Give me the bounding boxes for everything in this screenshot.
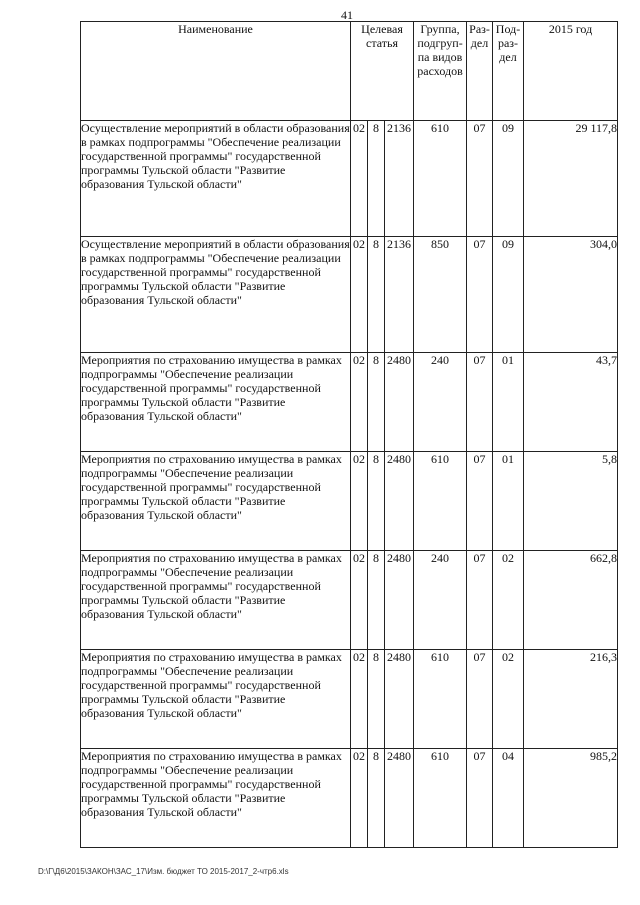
row-code2: 8: [368, 452, 385, 551]
row-group: 610: [414, 650, 467, 749]
header-section: Раз-дел: [467, 22, 493, 121]
row-code3: 2136: [385, 237, 414, 353]
row-amount: 216,3: [524, 650, 618, 749]
row-code1: 02: [351, 749, 368, 848]
header-target: Целевая статья: [351, 22, 414, 121]
row-subsection: 02: [493, 650, 524, 749]
row-code2: 8: [368, 551, 385, 650]
file-path-footer: D:\Г\Д6\2015\ЗАКОН\ЗАС_17\Изм. бюджет ТО 2015-2017_2-чтр6.xls: [38, 867, 289, 876]
table-row: [81, 121, 618, 237]
row-section: 07: [467, 237, 493, 353]
row-amount: 5,8: [524, 452, 618, 551]
row-code3: 2136: [385, 121, 414, 237]
row-name: Мероприятия по страхованию имущества в рамках подпрограммы "Обеспечение реализации государственной программы" государственной программы Тульской области "Развитие образования Тульской области": [81, 452, 351, 551]
row-group: 240: [414, 551, 467, 650]
row-amount: 43,7: [524, 353, 618, 452]
row-group: 240: [414, 353, 467, 452]
row-amount: 29 117,8: [524, 121, 618, 237]
row-section: 07: [467, 353, 493, 452]
table-row: [81, 237, 618, 353]
table-row: [81, 452, 618, 551]
row-group: 610: [414, 452, 467, 551]
row-subsection: 02: [493, 551, 524, 650]
row-group: 850: [414, 237, 467, 353]
row-subsection: 01: [493, 452, 524, 551]
row-section: 07: [467, 749, 493, 848]
header-name: Наименование: [81, 22, 351, 121]
row-section: 07: [467, 650, 493, 749]
row-code1: 02: [351, 121, 368, 237]
header-year: 2015 год: [524, 22, 618, 121]
row-subsection: 09: [493, 121, 524, 237]
row-subsection: 09: [493, 237, 524, 353]
row-code1: 02: [351, 237, 368, 353]
row-amount: 304,0: [524, 237, 618, 353]
row-group: 610: [414, 121, 467, 237]
row-code1: 02: [351, 353, 368, 452]
row-code2: 8: [368, 749, 385, 848]
row-name: Мероприятия по страхованию имущества в рамках подпрограммы "Обеспечение реализации государственной программы" государственной программы Тульской области "Развитие образования Тульской области": [81, 650, 351, 749]
row-name: Осуществление мероприятий в области образования в рамках подпрограммы "Обеспечение реализации государственной программы" государственной программы Тульской области "Развитие образования Тульской области": [81, 237, 351, 353]
row-subsection: 01: [493, 353, 524, 452]
row-code1: 02: [351, 551, 368, 650]
table-row: [81, 749, 618, 848]
row-name: Мероприятия по страхованию имущества в рамках подпрограммы "Обеспечение реализации государственной программы" государственной программы Тульской области "Развитие образования Тульской области": [81, 353, 351, 452]
budget-table: [80, 21, 618, 848]
row-section: 07: [467, 452, 493, 551]
row-code2: 8: [368, 121, 385, 237]
row-section: 07: [467, 121, 493, 237]
table-row: [81, 650, 618, 749]
row-code3: 2480: [385, 353, 414, 452]
row-amount: 985,2: [524, 749, 618, 848]
row-code3: 2480: [385, 452, 414, 551]
table-header-row: [81, 22, 618, 121]
row-code2: 8: [368, 237, 385, 353]
row-name: Мероприятия по страхованию имущества в рамках подпрограммы "Обеспечение реализации государственной программы" государственной программы Тульской области "Развитие образования Тульской области": [81, 749, 351, 848]
header-group: Группа, подгруп-па видов расходов: [414, 22, 467, 121]
row-code3: 2480: [385, 650, 414, 749]
row-group: 610: [414, 749, 467, 848]
row-code2: 8: [368, 650, 385, 749]
row-section: 07: [467, 551, 493, 650]
row-code3: 2480: [385, 551, 414, 650]
row-subsection: 04: [493, 749, 524, 848]
page-number: 41: [341, 8, 353, 22]
row-code1: 02: [351, 452, 368, 551]
table-row: [81, 353, 618, 452]
table-row: [81, 551, 618, 650]
row-code3: 2480: [385, 749, 414, 848]
header-subsection: Под-раз-дел: [493, 22, 524, 121]
row-code2: 8: [368, 353, 385, 452]
row-amount: 662,8: [524, 551, 618, 650]
row-code1: 02: [351, 650, 368, 749]
row-name: Мероприятия по страхованию имущества в рамках подпрограммы "Обеспечение реализации государственной программы" государственной программы Тульской области "Развитие образования Тульской области": [81, 551, 351, 650]
row-name: Осуществление мероприятий в области образования в рамках подпрограммы "Обеспечение реализации государственной программы" государственной программы Тульской области "Развитие образования Тульской области": [81, 121, 351, 237]
